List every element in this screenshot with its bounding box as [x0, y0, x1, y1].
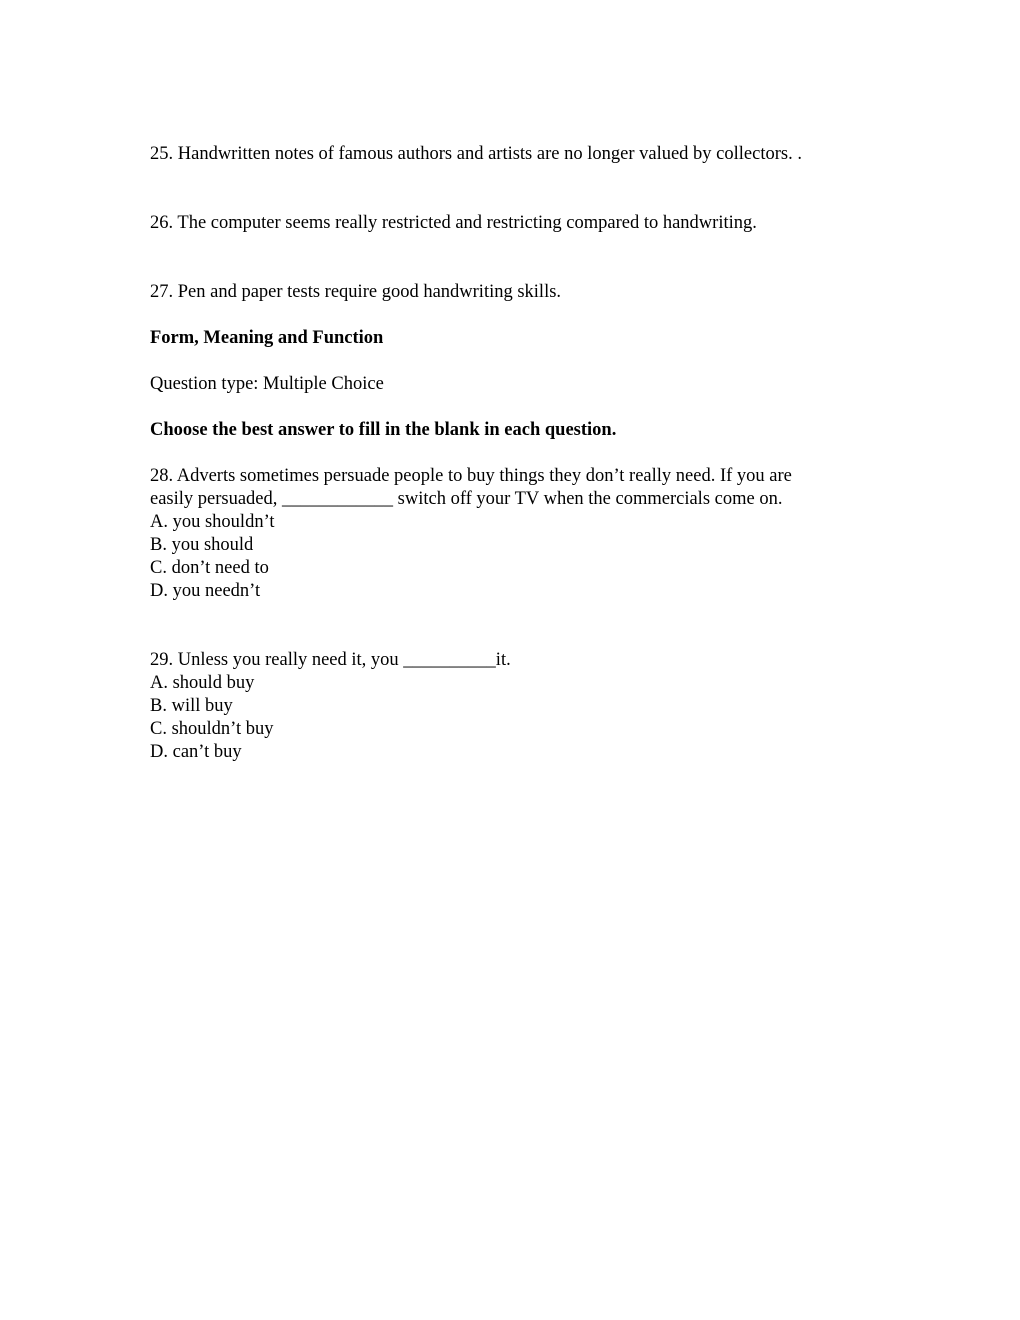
question-29: [150, 649, 511, 764]
question-28-option-a: A. you shouldn’t: [150, 512, 275, 532]
question-type-label: Question type: Multiple Choice: [150, 374, 384, 394]
statement-27: 27. Pen and paper tests require good handwriting skills.: [150, 282, 562, 302]
question-29-stem-line-1: 29. Unless you really need it, you __________it.: [150, 650, 511, 670]
instruction-text: Choose the best answer to fill in the blank in each question.: [150, 420, 617, 440]
question-29-option-a: A. should buy: [150, 673, 255, 693]
question-28-option-b: B. you should: [150, 535, 254, 555]
question-29-option-b: B. will buy: [150, 696, 233, 716]
question-29-option-c: C. shouldn’t buy: [150, 719, 274, 739]
statement-25: 25. Handwritten notes of famous authors and artists are no longer valued by collectors. .: [150, 144, 802, 164]
question-28-option-c: C. don’t need to: [150, 558, 269, 578]
statement-26: 26. The computer seems really restricted and restricting compared to handwriting.: [150, 213, 757, 233]
question-29-option-d: D. can’t buy: [150, 742, 242, 762]
question-28-option-d: D. you needn’t: [150, 581, 261, 601]
question-28-stem-line-1: 28. Adverts sometimes persuade people to buy things they don’t really need. If you are: [150, 466, 792, 486]
section-heading: Form, Meaning and Function: [150, 328, 384, 348]
question-28-stem-line-2: easily persuaded, ____________ switch off your TV when the commercials come on.: [150, 489, 783, 509]
question-28: [150, 465, 792, 603]
